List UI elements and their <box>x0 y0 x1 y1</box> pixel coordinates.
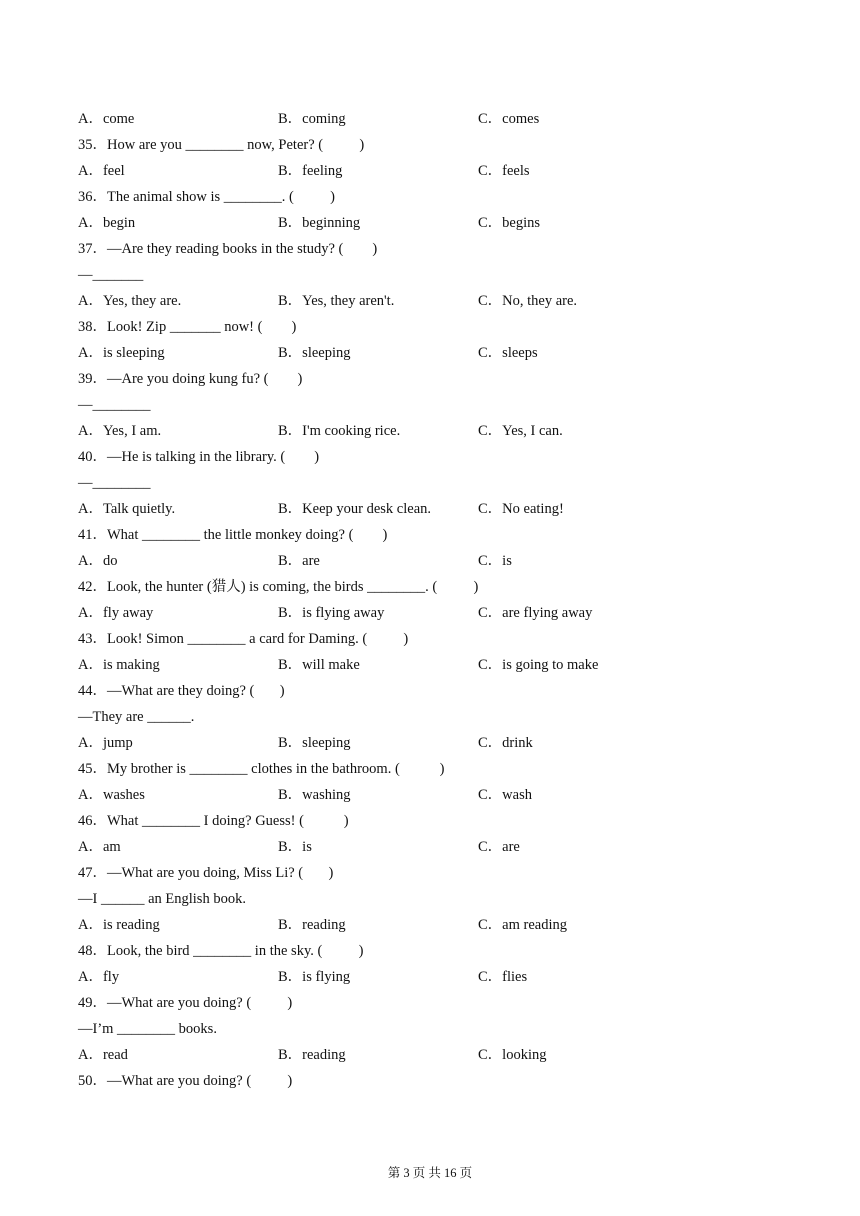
answer-options-row <box>78 600 778 626</box>
question-line: —________ <box>78 397 151 413</box>
option-b: B．Yes, they aren't. <box>278 293 395 309</box>
question-line: 42．Look, the hunter (猎人) is coming, the birds ________. ( ) <box>78 579 479 595</box>
question-line: 43．Look! Simon ________ a card for Daming. ( ) <box>78 631 409 647</box>
page-footer: 第 3 页 共 16 页 <box>387 1166 473 1180</box>
question-line: 36．The animal show is ________. ( ) <box>78 189 335 205</box>
option-a: A．Yes, they are. <box>78 293 182 309</box>
question-line: 46．What ________ I doing? Guess! ( ) <box>78 813 349 829</box>
question-line: 37．—Are they reading books in the study? ( ) <box>78 241 378 257</box>
option-c: C．are flying away <box>478 605 593 621</box>
option-c: C．are <box>478 839 520 855</box>
question-list <box>78 106 778 1094</box>
answer-options-row <box>78 106 778 132</box>
question-line: 41．What ________ the little monkey doing? ( ) <box>78 527 388 543</box>
question-line: 35．How are you ________ now, Peter? ( ) <box>78 137 365 153</box>
option-a: A．come <box>78 111 135 127</box>
option-b: B．is flying <box>278 969 351 985</box>
option-a: A．fly away <box>78 605 154 621</box>
option-b: B．are <box>278 553 320 569</box>
question-line: 45．My brother is ________ clothes in the bathroom. ( ) <box>78 761 445 777</box>
question-line: —I ______ an English book. <box>78 891 246 907</box>
answer-options-row <box>78 652 778 678</box>
option-c: C．Yes, I can. <box>478 423 563 439</box>
option-a: A．Yes, I am. <box>78 423 162 439</box>
answer-options-row <box>78 340 778 366</box>
option-a: A．is making <box>78 657 160 673</box>
question-line: —They are ______. <box>78 709 195 725</box>
question-line: 47．—What are you doing, Miss Li? ( ) <box>78 865 334 881</box>
answer-options-row <box>78 288 778 314</box>
option-a: A．fly <box>78 969 120 985</box>
answer-options-row <box>78 912 778 938</box>
answer-options-row <box>78 834 778 860</box>
option-c: C．No eating! <box>478 501 564 517</box>
option-c: C．drink <box>478 735 533 751</box>
option-b: B．is flying away <box>278 605 385 621</box>
option-a: A．Talk quietly. <box>78 501 176 517</box>
option-b: B．Keep your desk clean. <box>278 501 432 517</box>
option-a: A．washes <box>78 787 145 803</box>
option-c: C．No, they are. <box>478 293 578 309</box>
answer-options-row <box>78 782 778 808</box>
answer-options-row <box>78 964 778 990</box>
option-a: A．is reading <box>78 917 160 933</box>
answer-options-row <box>78 730 778 756</box>
question-line: —I’m ________ books. <box>78 1021 217 1037</box>
question-line: 44．—What are they doing? ( ) <box>78 683 285 699</box>
option-c: C．comes <box>478 111 540 127</box>
question-line: —_______ <box>78 267 144 283</box>
option-a: A．am <box>78 839 121 855</box>
answer-options-row <box>78 418 778 444</box>
question-line: 50．—What are you doing? ( ) <box>78 1073 293 1089</box>
question-line: 39．—Are you doing kung fu? ( ) <box>78 371 303 387</box>
option-c: C．wash <box>478 787 532 803</box>
option-b: B．feeling <box>278 163 343 179</box>
option-b: B．reading <box>278 1047 346 1063</box>
option-b: B．reading <box>278 917 346 933</box>
option-c: C．begins <box>478 215 541 231</box>
option-b: B．coming <box>278 111 346 127</box>
option-a: A．feel <box>78 163 125 179</box>
option-a: A．do <box>78 553 118 569</box>
option-c: C．sleeps <box>478 345 538 361</box>
option-b: B．will make <box>278 657 360 673</box>
option-b: B．beginning <box>278 215 361 231</box>
question-line: 40．—He is talking in the library. ( ) <box>78 449 320 465</box>
answer-options-row <box>78 496 778 522</box>
option-c: C．is going to make <box>478 657 599 673</box>
option-b: B．I'm cooking rice. <box>278 423 401 439</box>
option-b: B．sleeping <box>278 735 351 751</box>
option-b: B．is <box>278 839 312 855</box>
answer-options-row <box>78 210 778 236</box>
question-line: 38．Look! Zip _______ now! ( ) <box>78 319 297 335</box>
answer-options-row <box>78 158 778 184</box>
option-a: A．read <box>78 1047 128 1063</box>
option-c: C．am reading <box>478 917 567 933</box>
option-c: C．feels <box>478 163 530 179</box>
option-b: B．sleeping <box>278 345 351 361</box>
option-c: C．flies <box>478 969 528 985</box>
question-line: 48．Look, the bird ________ in the sky. ( ) <box>78 943 364 959</box>
answer-options-row <box>78 1042 778 1068</box>
option-a: A．is sleeping <box>78 345 165 361</box>
question-line: 49．—What are you doing? ( ) <box>78 995 293 1011</box>
option-a: A．jump <box>78 735 133 751</box>
option-b: B．washing <box>278 787 351 803</box>
option-c: C．looking <box>478 1047 547 1063</box>
option-c: C．is <box>478 553 512 569</box>
answer-options-row <box>78 548 778 574</box>
option-a: A．begin <box>78 215 136 231</box>
question-line: —________ <box>78 475 151 491</box>
